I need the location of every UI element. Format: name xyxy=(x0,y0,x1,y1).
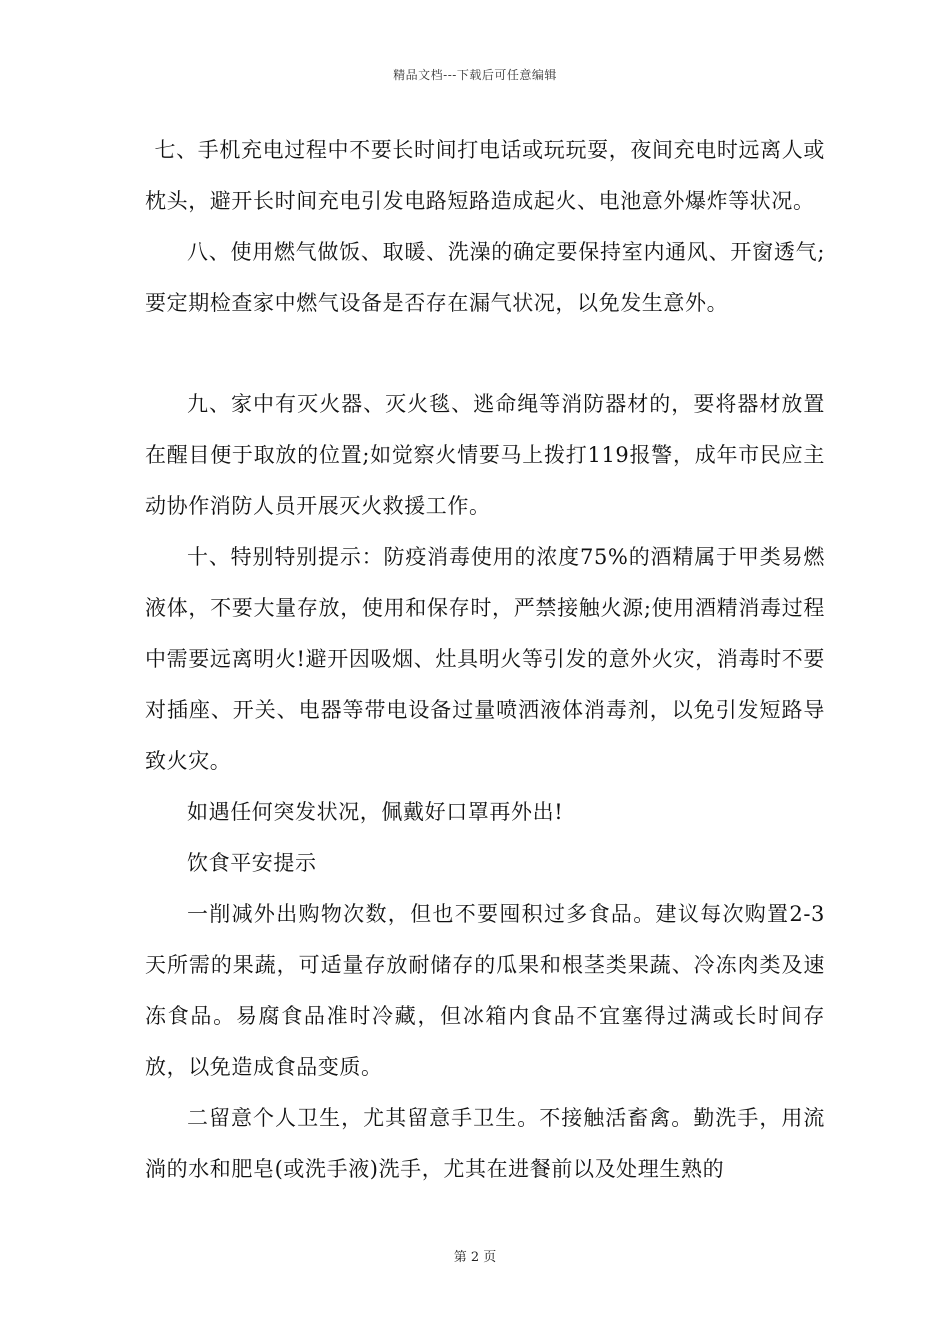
paragraph-item-7: 七、手机充电过程中不要长时间打电话或玩玩耍，夜间充电时远离人或枕头，避开长时间充电引发电路短路造成起火、电池意外爆炸等状况。 xyxy=(145,138,825,213)
paragraph-notice: 如遇任何突发状况，佩戴好口罩再外出! xyxy=(187,800,564,824)
paragraph-item-8: 八、使用燃气做饭、取暖、洗澡的确定要保持室内通风、开窗透气;要定期检查家中燃气设备是否存在漏气状况，以免发生意外。 xyxy=(145,240,825,315)
section-heading-food-safety: 饮食平安提示 xyxy=(187,851,317,875)
paragraph-item-9: 九、家中有灭火器、灭火毯、逃命绳等消防器材的，要将器材放置在醒目便于取放的位置;如觉察火情要马上拨打119报警，成年市民应主动协作消防人员开展灭火救援工作。 xyxy=(145,392,825,518)
page-number: 第 2 页 xyxy=(453,1250,497,1265)
page-header: 精品文档---下载后可任意编辑 xyxy=(393,68,557,82)
paragraph-item-10: 十、特别特别提示：防疫消毒使用的浓度75%的酒精属于甲类易燃液体，不要大量存放，使用和保存时，严禁接触火源;使用酒精消毒过程中需要远离明火!避开因吸烟、灶具明火等引发的意外火灾，消毒时不要对插座、开关、电器等带电设备过量喷洒液体消毒剂，以免引发短路导致火灾。 xyxy=(145,545,825,773)
paragraph-gap xyxy=(145,329,825,379)
paragraph-food-2: 二留意个人卫生，尤其留意手卫生。不接触活畜禽。勤洗手，用流淌的水和肥皂(或洗手液)洗手，尤其在进餐前以及处理生熟的 xyxy=(145,1106,825,1181)
document-body xyxy=(145,125,825,1195)
paragraph-food-1: 一削减外出购物次数，但也不要囤积过多食品。建议每次购置2-3天所需的果蔬，可适量存放耐储存的瓜果和根茎类果蔬、冷冻肉类及速冻食品。易腐食品准时冷藏，但冰箱内食品不宜塞得过满或长时间存放，以免造成食品变质。 xyxy=(145,902,825,1079)
